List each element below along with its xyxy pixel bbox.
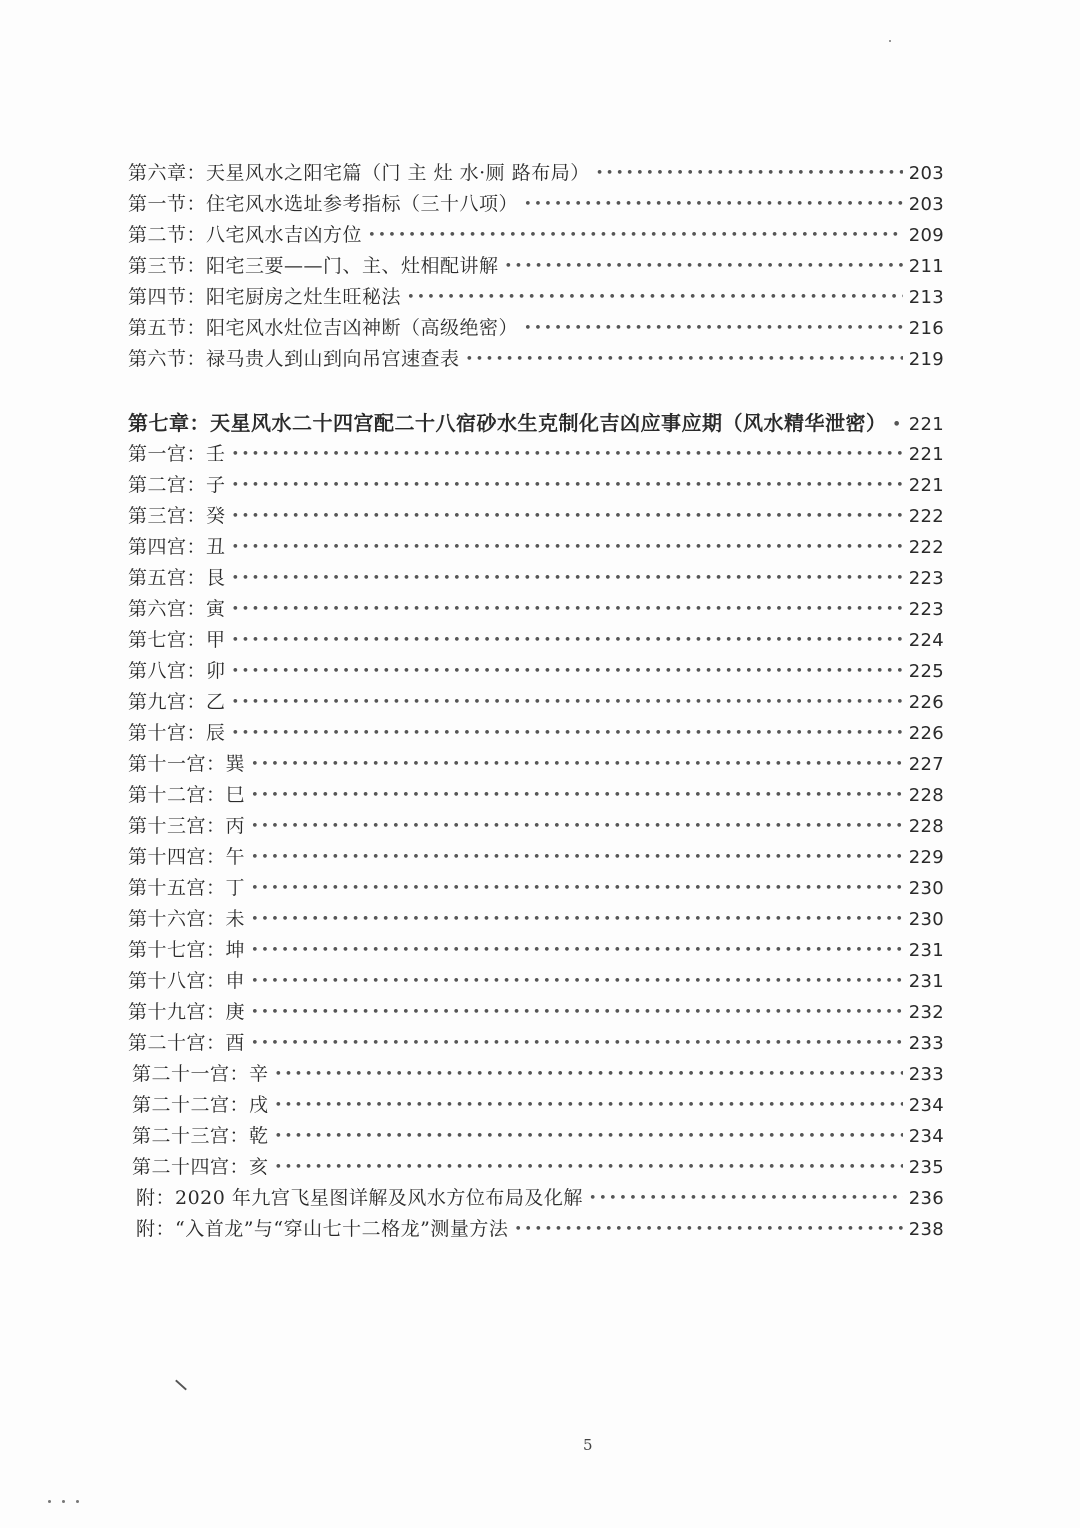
dot-leader bbox=[232, 656, 903, 687]
dot-leader bbox=[407, 282, 903, 313]
dot-leader bbox=[251, 780, 903, 811]
toc-entry-label: 第三节：阳宅三要——门、主、灶相配讲解 bbox=[128, 255, 499, 277]
dot-leader bbox=[232, 439, 903, 470]
toc-entry-page: 203 bbox=[908, 163, 944, 184]
toc-entry-palace[interactable] bbox=[128, 687, 944, 718]
dot-leader bbox=[275, 1090, 903, 1121]
toc-entry-palace[interactable] bbox=[128, 1121, 944, 1152]
dot-leader bbox=[232, 625, 903, 656]
toc-entry-label: 第一宫：壬 bbox=[128, 443, 226, 465]
toc-entry-page: 221 bbox=[908, 475, 944, 496]
dot-leader bbox=[466, 344, 903, 375]
toc-entry-page: 228 bbox=[908, 816, 944, 837]
toc-entry-page: 223 bbox=[908, 599, 944, 620]
toc-entry-label: 第十八宫：申 bbox=[128, 970, 246, 992]
toc-entry-chapter-6[interactable] bbox=[128, 158, 944, 189]
toc-entry-palace[interactable] bbox=[128, 470, 944, 501]
dot-leader bbox=[232, 532, 903, 563]
toc-entry-label: 第三宫：癸 bbox=[128, 505, 226, 527]
dot-leader bbox=[514, 1214, 902, 1245]
chapter-6-toc bbox=[128, 158, 944, 375]
toc-entry-palace[interactable] bbox=[128, 1059, 944, 1090]
dot-leader bbox=[524, 313, 903, 344]
toc-entry-section[interactable] bbox=[128, 313, 944, 344]
toc-entry-appendix[interactable] bbox=[128, 1214, 944, 1245]
toc-entry-page: 234 bbox=[908, 1126, 944, 1147]
scan-speck bbox=[48, 1500, 51, 1503]
toc-entry-section[interactable] bbox=[128, 251, 944, 282]
toc-entry-label: 第一节：住宅风水选址参考指标（三十八项） bbox=[128, 193, 519, 215]
scan-speck bbox=[76, 1500, 79, 1503]
toc-entry-page: 203 bbox=[908, 194, 944, 215]
dot-leader bbox=[524, 189, 903, 220]
dot-leader bbox=[251, 811, 903, 842]
toc-entry-page: 232 bbox=[908, 1002, 944, 1023]
toc-entry-page: 230 bbox=[908, 909, 944, 930]
dot-leader bbox=[232, 687, 903, 718]
dot-leader bbox=[232, 594, 903, 625]
toc-entry-palace[interactable] bbox=[128, 1152, 944, 1183]
dot-leader bbox=[232, 501, 903, 532]
toc-entry-label: 第四节：阳宅厨房之灶生旺秘法 bbox=[128, 286, 402, 308]
toc-entry-label: 第二十四宫：亥 bbox=[132, 1156, 269, 1178]
scan-speck bbox=[889, 40, 891, 42]
toc-entry-page: 235 bbox=[908, 1157, 944, 1178]
toc-entry-label: 第四宫：丑 bbox=[128, 536, 226, 558]
toc-entry-label: 第二十一宫：辛 bbox=[132, 1063, 269, 1085]
toc-entry-section[interactable] bbox=[128, 189, 944, 220]
toc-entry-palace[interactable] bbox=[128, 594, 944, 625]
dot-leader bbox=[232, 470, 903, 501]
toc-entry-palace[interactable] bbox=[128, 780, 944, 811]
page-number: 5 bbox=[583, 1436, 593, 1454]
dot-leader bbox=[232, 563, 903, 594]
toc-entry-label: 第二十三宫：乾 bbox=[132, 1125, 269, 1147]
chapter-7-toc bbox=[128, 407, 944, 1245]
toc-entry-page: 229 bbox=[908, 847, 944, 868]
toc-entry-section[interactable] bbox=[128, 282, 944, 313]
toc-entry-label: 第二十宫：酉 bbox=[128, 1032, 246, 1054]
toc-entry-label: 第二节：八宅风水吉凶方位 bbox=[128, 224, 363, 246]
dot-leader bbox=[505, 251, 903, 282]
toc-entry-label: 第十宫：辰 bbox=[128, 722, 226, 744]
toc-entry-label: 第五节：阳宅风水灶位吉凶神断（高级绝密） bbox=[128, 317, 519, 339]
toc-entry-page: 226 bbox=[908, 692, 944, 713]
toc-entry-page: 236 bbox=[908, 1188, 944, 1209]
toc-entry-chapter-7[interactable] bbox=[128, 407, 944, 439]
dot-leader bbox=[251, 1028, 903, 1059]
toc-entry-palace[interactable] bbox=[128, 1090, 944, 1121]
toc-entry-label: 第十九宫：庚 bbox=[128, 1001, 246, 1023]
toc-entry-label: 第十五宫：丁 bbox=[128, 877, 246, 899]
toc-entry-page: 228 bbox=[908, 785, 944, 806]
toc-entry-page: 213 bbox=[908, 287, 944, 308]
dot-leader bbox=[275, 1121, 903, 1152]
toc-entry-palace[interactable] bbox=[128, 1028, 944, 1059]
toc-entry-label: 第七宫：甲 bbox=[128, 629, 226, 651]
dot-leader bbox=[893, 409, 903, 441]
toc-entry-page: 233 bbox=[908, 1064, 944, 1085]
toc-entry-palace[interactable] bbox=[128, 656, 944, 687]
toc-entry-page: 221 bbox=[908, 444, 944, 465]
toc-entry-palace[interactable] bbox=[128, 718, 944, 749]
toc-entry-page: 222 bbox=[908, 537, 944, 558]
toc-entry-label: 第七章：天星风水二十四宫配二十八宿砂水生克制化吉凶应事应期（风水精华泄密） bbox=[128, 411, 887, 435]
dot-leader bbox=[251, 997, 903, 1028]
toc-entry-label: 第五宫：艮 bbox=[128, 567, 226, 589]
toc-entry-palace[interactable] bbox=[128, 532, 944, 563]
toc-entry-palace[interactable] bbox=[128, 842, 944, 873]
toc-entry-label: 第二十二宫：戌 bbox=[132, 1094, 269, 1116]
toc-entry-label: 第八宫：卯 bbox=[128, 660, 226, 682]
dot-leader bbox=[589, 1183, 903, 1214]
toc-entry-label: 第六节：禄马贵人到山到向吊宫速查表 bbox=[128, 348, 460, 370]
dot-leader bbox=[368, 220, 903, 251]
toc-entry-page: 219 bbox=[908, 349, 944, 370]
toc-entry-page: 211 bbox=[908, 256, 944, 277]
toc-entry-page: 234 bbox=[908, 1095, 944, 1116]
toc-entry-section[interactable] bbox=[128, 344, 944, 375]
toc-entry-page: 223 bbox=[908, 568, 944, 589]
toc-entry-appendix[interactable] bbox=[128, 1183, 944, 1214]
toc-entry-section[interactable] bbox=[128, 220, 944, 251]
toc-entry-label: 第九宫：乙 bbox=[128, 691, 226, 713]
scan-speck bbox=[62, 1500, 65, 1503]
dot-leader bbox=[251, 966, 903, 997]
dot-leader bbox=[232, 718, 903, 749]
toc-entry-label: 附：“入首龙”与“穿山七十二格龙”测量方法 bbox=[136, 1218, 509, 1240]
toc-entry-label: 第十三宫：丙 bbox=[128, 815, 246, 837]
toc-entry-page: 231 bbox=[908, 940, 944, 961]
toc-entry-page: 222 bbox=[908, 506, 944, 527]
toc-entry-palace[interactable] bbox=[128, 563, 944, 594]
toc-entry-label: 第六章：天星风水之阳宅篇（门 主 灶 水·厕 路布局） bbox=[128, 162, 590, 184]
toc-entry-label: 第十四宫：午 bbox=[128, 846, 246, 868]
dot-leader bbox=[275, 1059, 903, 1090]
toc-entry-label: 第十七宫：坤 bbox=[128, 939, 246, 961]
dot-leader bbox=[251, 873, 903, 904]
toc-entry-label: 附：2020 年九宫飞星图详解及风水方位布局及化解 bbox=[136, 1187, 583, 1209]
dot-leader bbox=[251, 935, 903, 966]
toc-entry-palace[interactable] bbox=[128, 966, 944, 997]
toc-entry-palace[interactable] bbox=[128, 997, 944, 1028]
dot-leader bbox=[251, 749, 903, 780]
toc-entry-page: 225 bbox=[908, 661, 944, 682]
toc-entry-page: 231 bbox=[908, 971, 944, 992]
dot-leader bbox=[275, 1152, 903, 1183]
toc-entry-page: 230 bbox=[908, 878, 944, 899]
toc-entry-label: 第十一宫：巽 bbox=[128, 753, 246, 775]
toc-entry-label: 第二宫：子 bbox=[128, 474, 226, 496]
toc-entry-page: 216 bbox=[908, 318, 944, 339]
toc-entry-palace[interactable] bbox=[128, 439, 944, 470]
scan-stroke-mark bbox=[175, 1380, 187, 1391]
toc-entry-palace[interactable] bbox=[128, 749, 944, 780]
toc-entry-label: 第十二宫：巳 bbox=[128, 784, 246, 806]
toc-entry-page: 226 bbox=[908, 723, 944, 744]
toc-entry-page: 227 bbox=[908, 754, 944, 775]
toc-entry-page: 209 bbox=[908, 225, 944, 246]
toc-entry-palace[interactable] bbox=[128, 904, 944, 935]
toc-entry-palace[interactable] bbox=[128, 625, 944, 656]
toc-entry-page: 238 bbox=[908, 1219, 944, 1240]
dot-leader bbox=[596, 158, 903, 189]
toc-entry-palace[interactable] bbox=[128, 811, 944, 842]
toc-entry-page: 224 bbox=[908, 630, 944, 651]
toc-entry-label: 第十六宫：未 bbox=[128, 908, 246, 930]
toc-entry-palace[interactable] bbox=[128, 873, 944, 904]
toc-entry-palace[interactable] bbox=[128, 501, 944, 532]
toc-entry-page: 233 bbox=[908, 1033, 944, 1054]
toc-entry-palace[interactable] bbox=[128, 935, 944, 966]
toc-entry-label: 第六宫：寅 bbox=[128, 598, 226, 620]
dot-leader bbox=[251, 904, 903, 935]
dot-leader bbox=[251, 842, 903, 873]
toc-entry-page: 221 bbox=[908, 414, 944, 435]
